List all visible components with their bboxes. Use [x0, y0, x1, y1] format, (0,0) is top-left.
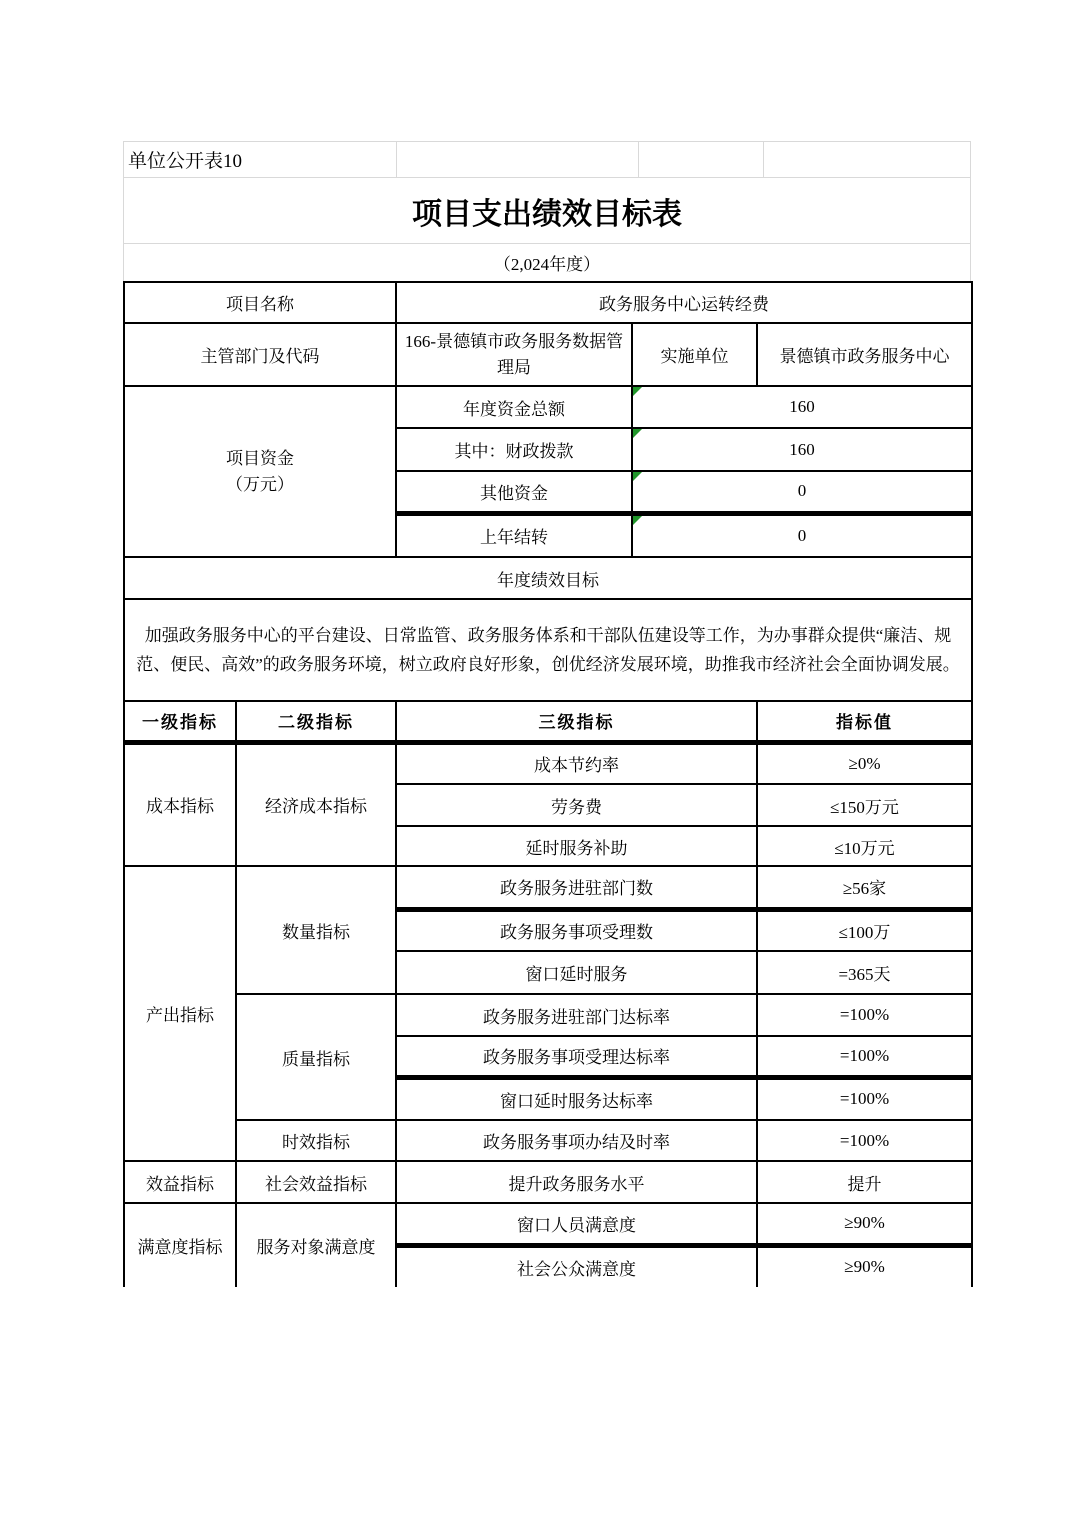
sheet-header-zone [123, 141, 971, 281]
indicator-value-cell: ≥56家 [757, 866, 972, 909]
col-header-level1: 一级指标 [124, 701, 236, 742]
project-name-value-cell: 政务服务中心运转经费 [396, 282, 972, 323]
indicator-name-cell: 政务服务进驻部门达标率 [396, 994, 757, 1036]
indicator-name-cell: 社会公众满意度 [396, 1245, 757, 1287]
funds-group-label-line1: 项目资金 [226, 448, 294, 468]
impl-unit-label-cell: 实施单位 [632, 323, 757, 386]
sheet-label-row [124, 141, 970, 178]
fund-value: 160 [789, 439, 815, 459]
indicator-name-cell: 政务服务事项受理达标率 [396, 1036, 757, 1077]
fund-value: 0 [797, 525, 807, 545]
fund-label-cell: 其他资金 [396, 471, 632, 513]
indicator-value-cell: ≥90% [757, 1203, 972, 1245]
indicator-name-cell: 成本节约率 [396, 742, 757, 784]
indicator-name-cell: 窗口延时服务 [396, 951, 757, 994]
indicator-name-cell: 提升政务服务水平 [396, 1161, 757, 1203]
indicator-name-cell: 政务服务事项办结及时率 [396, 1120, 757, 1161]
indicator-name-cell: 政务服务事项受理数 [396, 909, 757, 951]
dept-code-label-cell: 主管部门及代码 [124, 323, 396, 386]
fund-label-cell: 上年结转 [396, 513, 632, 557]
indicator-name-cell: 延时服务补助 [396, 826, 757, 866]
indicator-level1-cell: 产出指标 [124, 866, 236, 1161]
funds-group-label-line2: （万元） [226, 474, 294, 494]
cell-flag-triangle-icon [633, 429, 642, 438]
indicator-value-cell: =100% [757, 1120, 972, 1161]
indicator-level2-cell: 服务对象满意度 [236, 1203, 396, 1287]
fund-label-cell: 年度资金总额 [396, 386, 632, 428]
indicator-level2-cell: 社会效益指标 [236, 1161, 396, 1203]
annual-goal-header-cell: 年度绩效目标 [124, 557, 972, 599]
indicator-level2-cell: 经济成本指标 [236, 742, 396, 866]
indicator-value-cell: =365天 [757, 951, 972, 994]
impl-unit-value-cell: 景德镇市政务服务中心 [757, 323, 972, 386]
project-name-label-cell: 项目名称 [124, 282, 396, 323]
fund-label-cell: 其中：财政拨款 [396, 428, 632, 471]
indicator-value-cell: ≤100万 [757, 909, 972, 951]
gridline-vertical [763, 142, 764, 177]
col-header-level2: 二级指标 [236, 701, 396, 742]
indicator-value-cell: 提升 [757, 1161, 972, 1203]
indicator-level2-cell: 质量指标 [236, 994, 396, 1120]
indicator-level1-cell: 满意度指标 [124, 1203, 236, 1287]
table-row [124, 742, 972, 784]
indicator-level2-cell: 数量指标 [236, 866, 396, 994]
table-row [124, 866, 972, 909]
indicator-value-cell: ≥90% [757, 1245, 972, 1287]
annual-goal-text-cell: 加强政务服务中心的平台建设、日常监管、政务服务体系和干部队伍建设等工作，为办事群众提供“廉洁、规范、便民、高效”的政务服务环境，树立政府良好形象，创优经济发展环境，助推我市经济社会全面协调发展。 [124, 599, 972, 701]
indicator-level1-cell: 效益指标 [124, 1161, 236, 1203]
fund-value: 160 [789, 397, 815, 416]
year-row [124, 244, 970, 281]
gridline-vertical [396, 142, 397, 177]
indicator-level2-cell: 时效指标 [236, 1120, 396, 1161]
indicator-value-cell: ≥0% [757, 742, 972, 784]
performance-target-table [123, 281, 973, 1287]
fund-value-cell [632, 428, 972, 471]
title-row [124, 178, 970, 244]
page-title: 项目支出绩效目标表 [412, 197, 682, 231]
indicator-name-cell: 劳务费 [396, 784, 757, 826]
indicator-name-cell: 窗口人员满意度 [396, 1203, 757, 1245]
funds-group-cell [124, 386, 396, 557]
table-row [124, 557, 972, 599]
sheet-label: 单位公开表10 [128, 151, 243, 172]
indicator-value-cell: =100% [757, 994, 972, 1036]
indicator-name-cell: 政务服务进驻部门数 [396, 866, 757, 909]
fund-value-cell [632, 513, 972, 557]
fund-value-cell [632, 471, 972, 513]
indicator-value-cell: ≤150万元 [757, 784, 972, 826]
cell-flag-triangle-icon [633, 516, 642, 525]
indicator-value-cell: ≤10万元 [757, 826, 972, 866]
indicator-value-cell: =100% [757, 1036, 972, 1077]
indicator-level1-cell: 成本指标 [124, 742, 236, 866]
table-row [124, 282, 972, 323]
table-row [124, 386, 972, 428]
sheet-content [123, 141, 971, 1287]
table-row [124, 599, 972, 701]
table-row [124, 1120, 972, 1161]
indicator-value-cell: =100% [757, 1077, 972, 1120]
dept-code-value-cell: 166-景德镇市政务服务数据管理局 [396, 323, 632, 386]
col-header-value: 指标值 [757, 701, 972, 742]
table-row [124, 994, 972, 1036]
gridline-vertical [638, 142, 639, 177]
year-subtitle: （2,024年度） [493, 255, 601, 274]
fund-value-cell [632, 386, 972, 428]
indicator-header-row [124, 701, 972, 742]
indicator-name-cell: 窗口延时服务达标率 [396, 1077, 757, 1120]
table-row [124, 1203, 972, 1245]
cell-flag-triangle-icon [633, 387, 642, 396]
col-header-level3: 三级指标 [396, 701, 757, 742]
fund-value: 0 [797, 481, 807, 501]
cell-flag-triangle-icon [633, 472, 642, 481]
table-row [124, 323, 972, 386]
table-row [124, 1161, 972, 1203]
